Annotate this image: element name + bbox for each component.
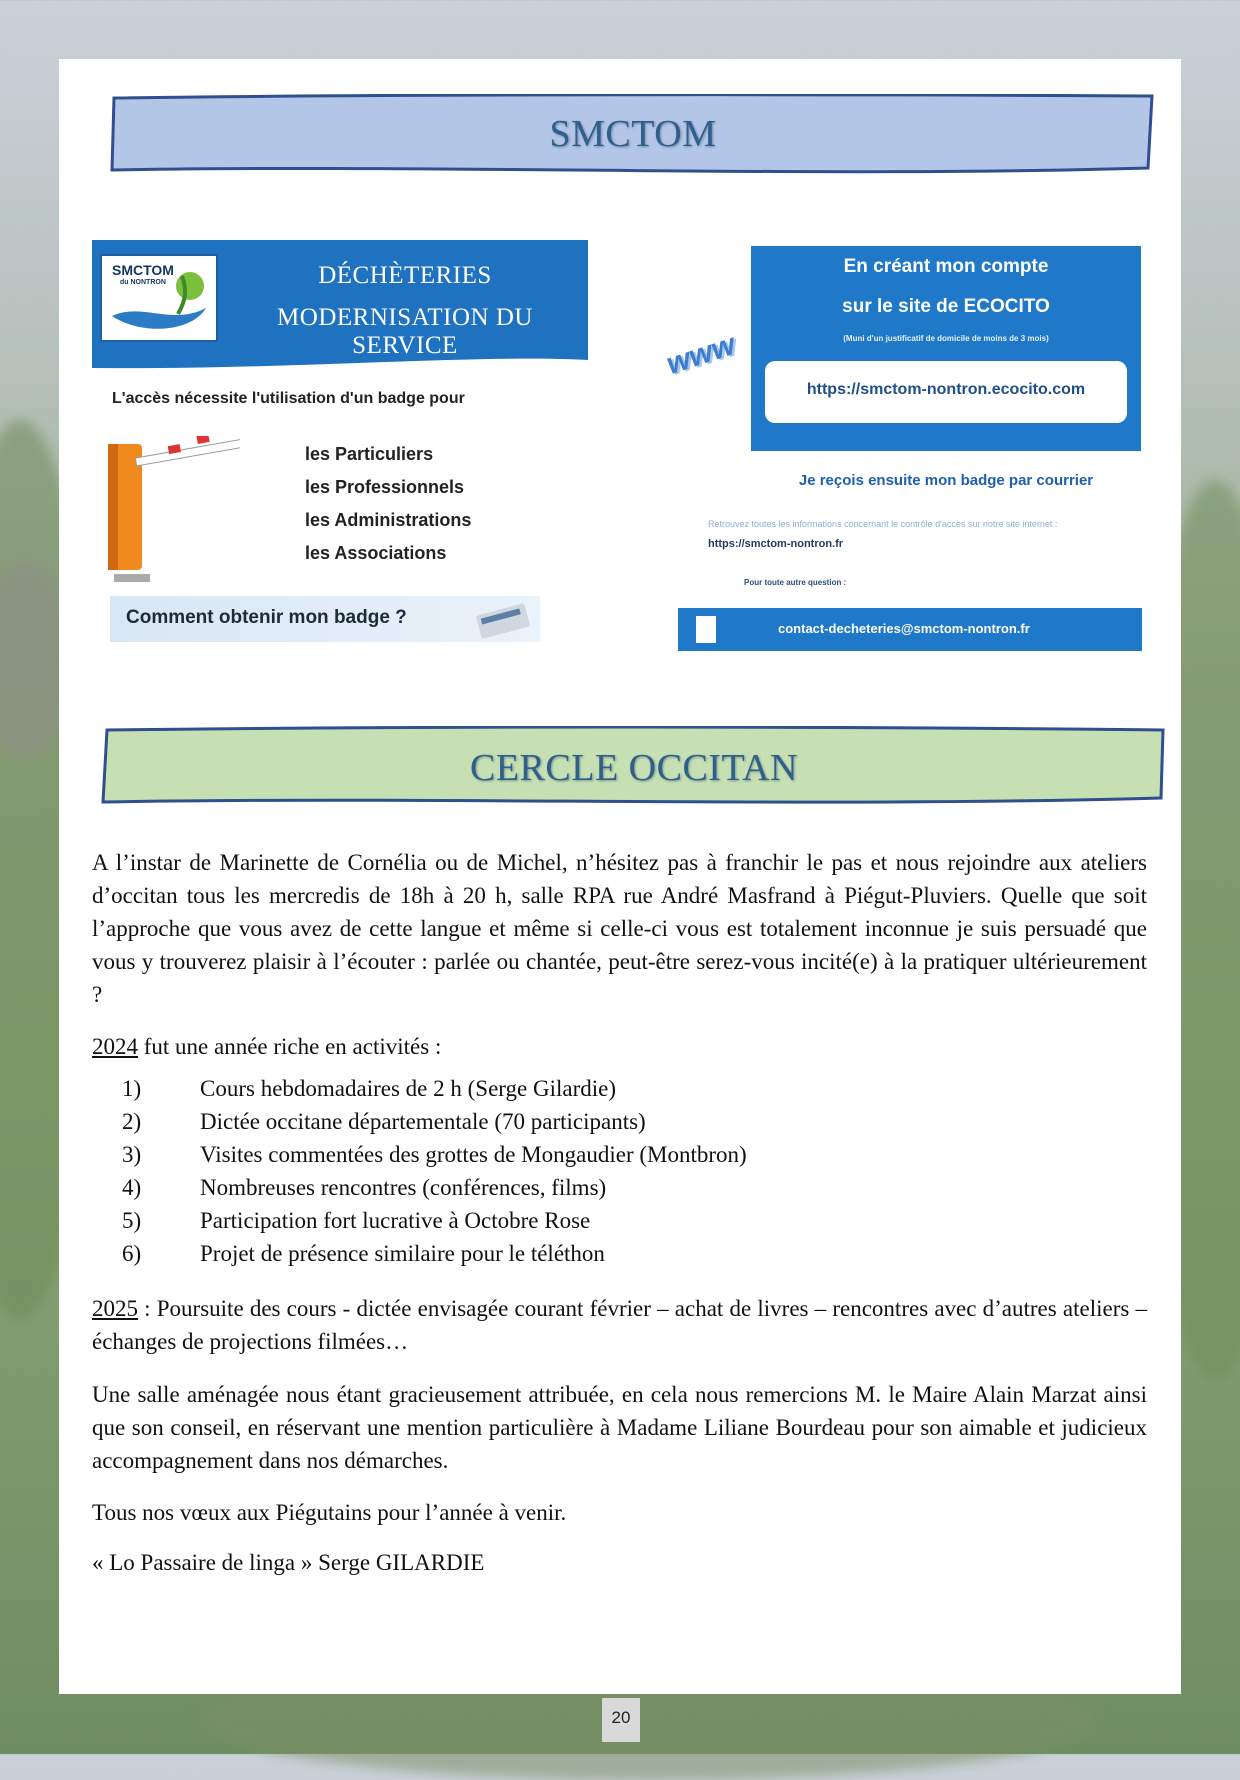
dechetteries-flyer	[92, 240, 588, 647]
badge-access-text: L'accès nécessite l'utilisation d'un badge pour	[112, 390, 465, 407]
year-2024-line	[92, 1030, 1147, 1063]
badge-question: Comment obtenir mon badge ?	[126, 607, 407, 628]
year-2024: 2024	[92, 1034, 138, 1059]
page-number: 20	[611, 1708, 631, 1727]
info-text-block	[708, 514, 1108, 554]
activity-number: 1)	[122, 1076, 142, 1101]
audience-item: les Administrations	[305, 510, 472, 530]
wishes-line: Tous nos vœux aux Piégutains pour l’année à venir.	[92, 1500, 567, 1525]
activity-item	[122, 1241, 605, 1267]
cercle-occitan-banner	[101, 726, 1167, 806]
activity-text: Dictée occitane départementale (70 participants)	[200, 1109, 646, 1134]
activity-item	[122, 1109, 646, 1135]
barrier-icon	[100, 436, 240, 586]
activity-item	[122, 1142, 747, 1168]
ecocito-flyer	[662, 246, 1144, 656]
activity-item	[122, 1208, 590, 1234]
activity-text: Participation fort lucrative à Octobre Rose	[200, 1208, 591, 1233]
activity-text: Visites commentées des grottes de Mongaudier (Montbron)	[200, 1142, 747, 1167]
audience-list	[305, 438, 471, 570]
activity-number: 5)	[122, 1208, 142, 1233]
cercle-occitan-title: CERCLE OCCITAN	[469, 747, 798, 789]
intro-paragraph: A l’instar de Marinette de Cornélia ou de Michel, n’hésitez pas à franchir le pas et nous rejoindre aux ateliers d’occitan tous les mercredis de 18h à 20 h, salle RPA rue André Masfrand à Piégut-Pluviers. Quelle que soit l’approche que vous avez de cette langue et même si celle-ci vous est totalement inconnue je suis persuadé que vous y trouverez plaisir à l’écouter : parlée ou chantée, peut-être serez-vous incité(e) à la pratiquer ultérieurement ?	[92, 850, 1147, 1007]
year-2025-paragraph	[92, 1292, 1147, 1358]
contact-bar	[678, 608, 1142, 651]
ecocito-line-2: sur le site de ECOCITO	[842, 296, 1050, 317]
audience-item: les Professionnels	[305, 477, 465, 497]
activity-text: Cours hebdomadaires de 2 h (Serge Gilardie)	[200, 1076, 617, 1101]
contact-email: contact-decheteries@smctom-nontron.fr	[778, 621, 1030, 636]
badge-mail-text: Je reçois ensuite mon badge par courrier	[798, 472, 1094, 489]
page-number-box	[602, 1698, 640, 1742]
year-2024-text: fut une année riche en activités :	[138, 1034, 442, 1059]
smctom-title: SMCTOM	[549, 113, 717, 155]
activity-number: 3)	[122, 1142, 142, 1167]
info-url: https://smctom-nontron.fr	[708, 538, 844, 550]
signature: « Lo Passaire de linga » Serge GILARDIE	[92, 1550, 485, 1575]
badge-question-bar	[110, 596, 540, 642]
activity-text: Nombreuses rencontres (conférences, films)	[200, 1175, 607, 1200]
year-2025-text: : Poursuite des cours - dictée envisagée courant février – achat de livres – rencontres avec d’autres ateliers – échanges de projections filmées…	[92, 1296, 1147, 1354]
activity-number: 2)	[122, 1109, 142, 1134]
ecocito-url-box	[765, 361, 1127, 423]
activity-item	[122, 1175, 606, 1201]
activity-number: 4)	[122, 1175, 142, 1200]
flyer-heading-2: MODERNISATION DU SERVICE	[277, 304, 533, 359]
audience-item: les Associations	[305, 543, 447, 563]
activity-number: 6)	[122, 1241, 142, 1266]
other-question: Pour toute autre question :	[744, 578, 847, 587]
year-2025: 2025	[92, 1296, 138, 1321]
www-icon: www	[662, 328, 740, 382]
activity-item	[122, 1076, 616, 1102]
phone-icon	[696, 616, 716, 643]
smctom-logo: SMCTOM du NONTRON	[100, 254, 218, 342]
logo-swoosh	[102, 256, 216, 340]
smctom-banner	[110, 94, 1156, 176]
audience-item: les Particuliers	[305, 444, 434, 464]
badge-card-icon	[470, 599, 540, 639]
activity-text: Projet de présence similaire pour le téléthon	[200, 1241, 605, 1266]
ecocito-proof-note: (Muni d'un justificatif de domicile de moins de 3 mois)	[843, 334, 1049, 343]
ecocito-line-1: En créant mon compte	[843, 256, 1049, 277]
ecocito-url: https://smctom-nontron.ecocito.com	[806, 381, 1086, 398]
thanks-paragraph: Une salle aménagée nous étant gracieusement attribuée, en cela nous remercions M. le Maire Alain Marzat ainsi que son conseil, en réservant une mention particulière à Madame Liliane Bourdeau pour son aimable et judicieux accompagnement dans nos démarches.	[92, 1382, 1147, 1473]
flyer-heading-1: DÉCHÈTERIES	[318, 262, 492, 289]
ecocito-blue-panel	[751, 246, 1141, 451]
info-text: Retrouvez toutes les informations concernant le contrôle d'accès sur notre site internet :	[708, 519, 1058, 529]
